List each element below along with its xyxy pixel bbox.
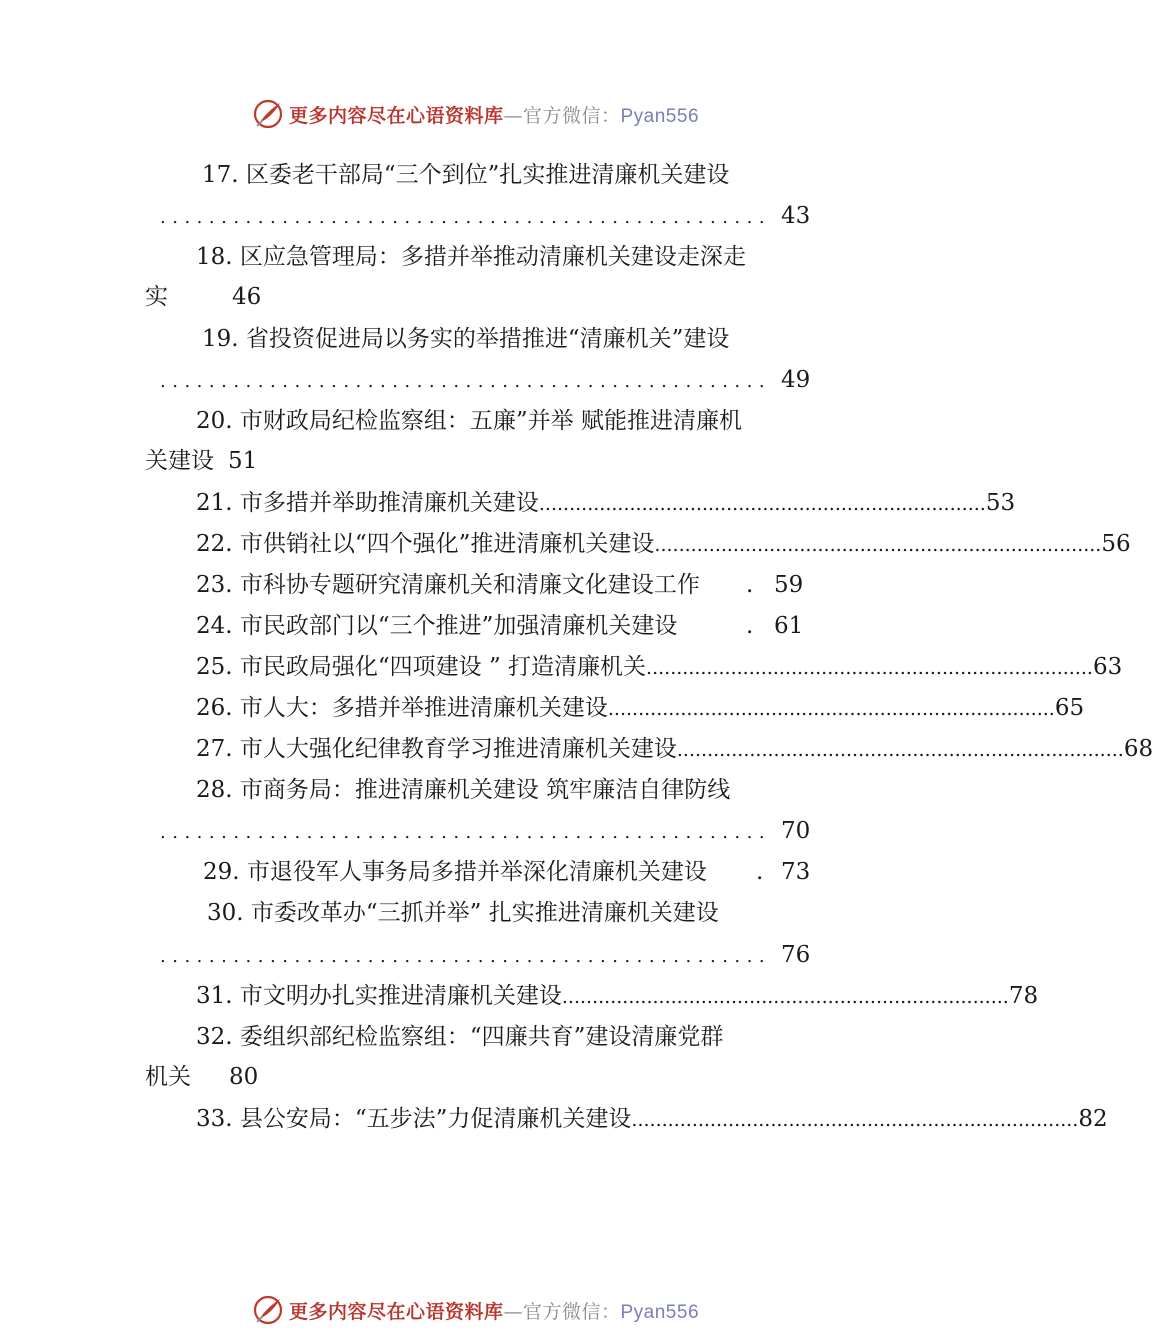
- banner-dash: —: [503, 1300, 523, 1323]
- toc-entry-32[interactable]: [196, 1022, 723, 1052]
- toc-number: 30.: [207, 900, 244, 926]
- toc-page-number: 59: [774, 572, 804, 598]
- toc-number: 32.: [196, 1024, 233, 1050]
- dot-leader: ..................................................: [160, 371, 772, 392]
- toc-number: 26.: [196, 695, 233, 721]
- toc-entry-31[interactable]: [196, 981, 1039, 1012]
- dot-leader: ..................................................: [160, 822, 772, 843]
- toc-title: 市商务局：推进清廉机关建设 筑牢廉洁自律防线: [239, 777, 731, 803]
- toc-entry-22[interactable]: [196, 529, 1131, 560]
- toc-title: 市委改革办“三抓并举” 扎实推进清廉机关建设: [250, 900, 719, 926]
- toc-number: 28.: [196, 777, 233, 803]
- toc-entry-20-cont: [145, 446, 257, 476]
- toc-title: 市科协专题研究清廉机关和清廉文化建设工作: [239, 572, 700, 598]
- toc-title: 市民政局强化“四项建设 ” 打造清廉机关: [239, 654, 647, 680]
- toc-entry-21[interactable]: [196, 488, 1016, 519]
- toc-entry-17[interactable]: [202, 160, 729, 190]
- banner-site-name: 更多内容尽在心语资料库: [288, 1300, 504, 1323]
- toc-entry-26[interactable]: [196, 693, 1085, 724]
- toc-page-number: 65: [1054, 695, 1085, 721]
- toc-entry-18[interactable]: [196, 242, 746, 272]
- toc-page-number: 46: [232, 284, 262, 310]
- toc-entry-24[interactable]: [196, 611, 677, 641]
- toc-number: 24.: [196, 613, 233, 639]
- toc-entry-32-cont: [145, 1062, 258, 1092]
- toc-entry-25[interactable]: [196, 652, 1123, 683]
- quill-logo-icon: [251, 1293, 285, 1327]
- toc-page-number: 70: [781, 818, 811, 844]
- toc-title: 省投资促进局以务实的举措推进“清廉机关”建设: [245, 326, 730, 352]
- toc-number: 17.: [202, 162, 239, 188]
- toc-page-number: 82: [1078, 1106, 1108, 1132]
- toc-entry-18-cont: [145, 282, 261, 312]
- footer-banner: [0, 1290, 950, 1330]
- toc-page-number: 63: [1092, 654, 1123, 680]
- toc-number: 23.: [196, 572, 233, 598]
- dot-leader: ..........................................................................: [538, 493, 986, 515]
- toc-number: 29.: [203, 859, 240, 885]
- dot-leader: ..........................................................................: [607, 698, 1055, 720]
- toc-entry-20[interactable]: [196, 406, 742, 436]
- dot-leader: ..........................................................................: [646, 657, 1093, 679]
- toc-page-number: 73: [781, 859, 811, 885]
- toc-entry-33[interactable]: [196, 1104, 1108, 1135]
- toc-entry-23[interactable]: [196, 570, 700, 600]
- toc-entry-29[interactable]: [203, 857, 707, 887]
- toc-title: 市人大强化纪律教育学习推进清廉机关建设: [239, 736, 677, 762]
- toc-page-number: 51: [228, 448, 258, 474]
- dot-leader: .: [756, 859, 764, 885]
- dot-leader: ..........................................................................: [561, 986, 1009, 1008]
- toc-title: 市多措并举助推清廉机关建设: [239, 490, 539, 516]
- toc-number: 27.: [196, 736, 233, 762]
- toc-page-number: 53: [985, 490, 1016, 516]
- toc-entry-27[interactable]: [196, 734, 1153, 765]
- toc-number: 21.: [196, 490, 233, 516]
- dot-leader: .: [746, 572, 754, 598]
- toc-title: 市财政局纪检监察组：五廉”并举 赋能推进清廉机: [239, 408, 742, 434]
- toc-title: 市供销社以“四个强化”推进清廉机关建设: [239, 531, 655, 557]
- dot-leader: ..........................................................................: [676, 739, 1124, 761]
- banner-wechat-account: Pyan556: [620, 1301, 700, 1323]
- toc-title-cont: 机关: [145, 1064, 191, 1090]
- toc-number: 22.: [196, 531, 233, 557]
- toc-page-number: 80: [229, 1064, 259, 1090]
- toc-entry-28[interactable]: [196, 775, 730, 805]
- banner-site-name: 更多内容尽在心语资料库: [288, 104, 504, 127]
- dot-leader: .: [746, 613, 754, 639]
- toc-number: 31.: [196, 983, 233, 1009]
- toc-title: 市退役军人事务局多措并举深化清廉机关建设: [246, 859, 707, 885]
- toc-page-number: 76: [781, 942, 811, 968]
- toc-title-cont: 关建设: [145, 448, 214, 474]
- dot-leader: ..........................................................................: [631, 1109, 1079, 1131]
- toc-title: 区应急管理局：多措并举推动清廉机关建设走深走: [239, 244, 746, 270]
- banner-wechat-label: 官方微信：: [522, 1300, 621, 1323]
- toc-number: 20.: [196, 408, 233, 434]
- toc-entry-19[interactable]: [202, 324, 729, 354]
- toc-page-number: 56: [1101, 531, 1131, 557]
- toc-title: 县公安局：“五步法”力促清廉机关建设: [239, 1106, 632, 1132]
- dot-leader: ..................................................: [160, 207, 772, 228]
- banner-wechat-label: 官方微信：: [522, 104, 621, 127]
- banner-wechat-account: Pyan556: [620, 105, 700, 127]
- banner-text: [289, 1297, 699, 1324]
- toc-title: 区委老干部局“三个到位”扎实推进清廉机关建设: [245, 162, 730, 188]
- toc-title: 市文明办扎实推进清廉机关建设: [239, 983, 562, 1009]
- toc-page-number: 68: [1123, 736, 1153, 762]
- toc-title: 市民政部门以“三个推进”加强清廉机关建设: [239, 613, 678, 639]
- toc-entry-30[interactable]: [207, 898, 719, 928]
- banner-dash: —: [503, 104, 523, 127]
- toc-page-number: 43: [781, 203, 811, 229]
- toc-page-number: 61: [774, 613, 804, 639]
- toc-title-cont: 实: [145, 284, 168, 310]
- toc-number: 25.: [196, 654, 233, 680]
- toc-number: 19.: [202, 326, 239, 352]
- toc-number: 33.: [196, 1106, 233, 1132]
- toc-page-number: 49: [781, 367, 811, 393]
- dot-leader: ..................................................: [160, 946, 772, 967]
- toc-title: 委组织部纪检监察组：“四廉共育”建设清廉党群: [239, 1024, 724, 1050]
- toc-title: 市人大：多措并举推进清廉机关建设: [239, 695, 608, 721]
- toc-number: 18.: [196, 244, 233, 270]
- toc-page-number: 78: [1008, 983, 1039, 1009]
- dot-leader: ..........................................................................: [654, 534, 1102, 556]
